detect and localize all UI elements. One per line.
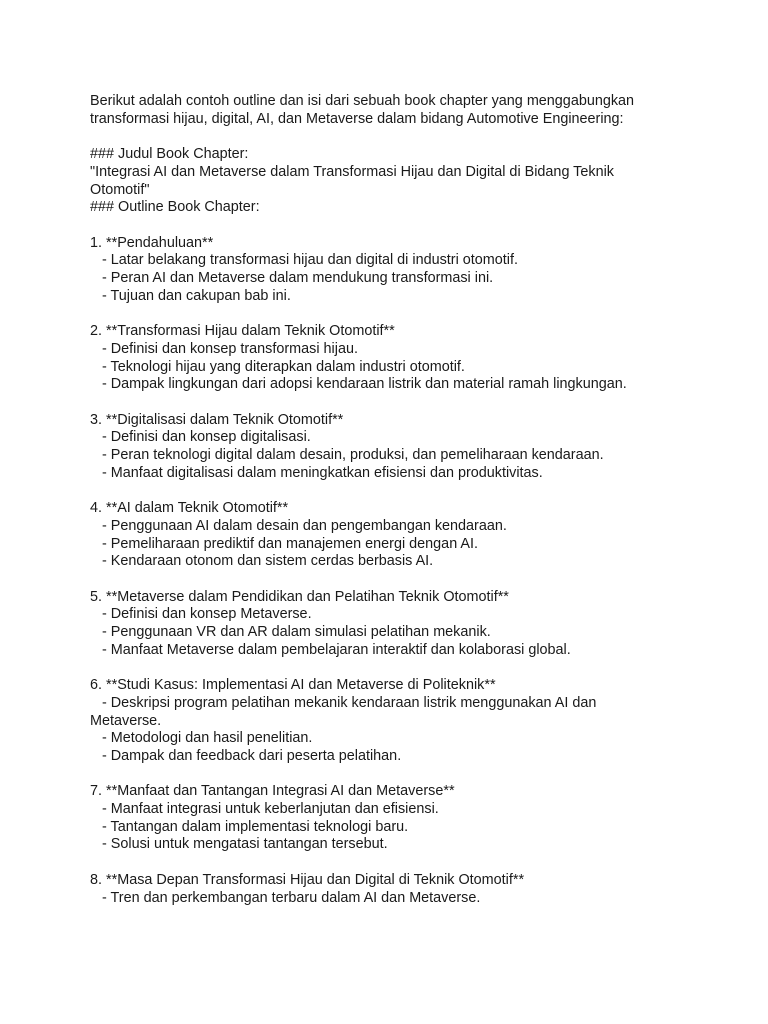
section-7-item-1: - Manfaat integrasi untuk keberlanjutan dan efisiensi. (102, 801, 439, 817)
spacer (90, 854, 690, 872)
section-8-item-1: - Tren dan perkembangan terbaru dalam AI dan Metaverse. (102, 889, 481, 906)
section-5-item-3: - Manfaat Metaverse dalam pembelajaran interaktif dan kolaborasi global. (102, 641, 571, 658)
spacer (90, 217, 690, 235)
section-5-item-1: - Definisi dan konsep Metaverse. (102, 606, 312, 623)
document-page (90, 93, 690, 907)
section-6-item-1-line-2: Metaverse. (90, 712, 162, 729)
spacer (90, 659, 690, 677)
section-8-heading: 8. **Masa Depan Transformasi Hijau dan Digital di Teknik Otomotif** (90, 871, 525, 888)
section-4-item-1: - Penggunaan AI dalam desain dan pengembangan kendaraan. (102, 517, 507, 534)
intro-line-1: Berikut adalah contoh outline dan isi dari sebuah book chapter yang menggabungkan (90, 93, 635, 109)
spacer (90, 766, 690, 784)
section-6-item-1-line-1: - Deskripsi program pelatihan mekanik kendaraan listrik menggunakan AI dan (102, 694, 597, 711)
section-1-item-1: - Latar belakang transformasi hijau dan digital di industri otomotif. (102, 252, 518, 269)
section-2-heading: 2. **Transformasi Hijau dalam Teknik Otomotif** (90, 323, 395, 340)
section-5-item-2: - Penggunaan VR dan AR dalam simulasi pelatihan mekanik. (102, 624, 491, 640)
section-3-heading: 3. **Digitalisasi dalam Teknik Otomotif** (90, 411, 344, 428)
section-1-item-2: - Peran AI dan Metaverse dalam mendukung transformasi ini. (102, 270, 494, 286)
section-4-item-2: - Pemeliharaan prediktif dan manajemen energi dengan AI. (102, 535, 478, 552)
section-1-item-3: - Tujuan dan cakupan bab ini. (102, 287, 291, 304)
section-3-item-2: - Peran teknologi digital dalam desain, produksi, dan pemeliharaan kendaraan. (102, 447, 604, 463)
chapter-title-line-1: "Integrasi AI dan Metaverse dalam Transformasi Hijau dan Digital di Bidang Teknik (90, 163, 614, 180)
section-2-item-1: - Definisi dan konsep transformasi hijau. (102, 340, 358, 357)
spacer (90, 128, 690, 146)
section-7-heading: 7. **Manfaat dan Tantangan Integrasi AI dan Metaverse** (90, 783, 455, 800)
section-3-item-3: - Manfaat digitalisasi dalam meningkatkan efisiensi dan produktivitas. (102, 464, 543, 481)
section-3-item-1: - Definisi dan konsep digitalisasi. (102, 429, 311, 446)
section-7-item-2: - Tantangan dalam implementasi teknologi baru. (102, 818, 409, 835)
section-1-heading: 1. **Pendahuluan** (90, 234, 214, 251)
section-7-item-3: - Solusi untuk mengatasi tantangan tersebut. (102, 836, 388, 853)
spacer (90, 482, 690, 500)
section-5-heading: 5. **Metaverse dalam Pendidikan dan Pelatihan Teknik Otomotif** (90, 588, 509, 605)
title-heading: ### Judul Book Chapter: (90, 146, 249, 163)
section-6-item-2: - Metodologi dan hasil penelitian. (102, 730, 313, 747)
intro-line-2: transformasi hijau, digital, AI, dan Metaverse dalam bidang Automotive Engineering: (90, 110, 624, 127)
chapter-title-line-2: Otomotif" (90, 181, 150, 198)
section-4-item-3: - Kendaraan otonom dan sistem cerdas berbasis AI. (102, 553, 434, 570)
section-2-item-3: - Dampak lingkungan dari adopsi kendaraan listrik dan material ramah lingkungan. (102, 376, 627, 393)
section-2-item-2: - Teknologi hijau yang diterapkan dalam industri otomotif. (102, 358, 465, 375)
outline-heading: ### Outline Book Chapter: (90, 199, 260, 216)
section-4-heading: 4. **AI dalam Teknik Otomotif** (90, 500, 289, 517)
section-6-heading: 6. **Studi Kasus: Implementasi AI dan Metaverse di Politeknik** (90, 677, 496, 694)
spacer (90, 394, 690, 412)
section-6-item-3: - Dampak dan feedback dari peserta pelatihan. (102, 747, 402, 764)
spacer (90, 305, 690, 323)
spacer (90, 571, 690, 589)
